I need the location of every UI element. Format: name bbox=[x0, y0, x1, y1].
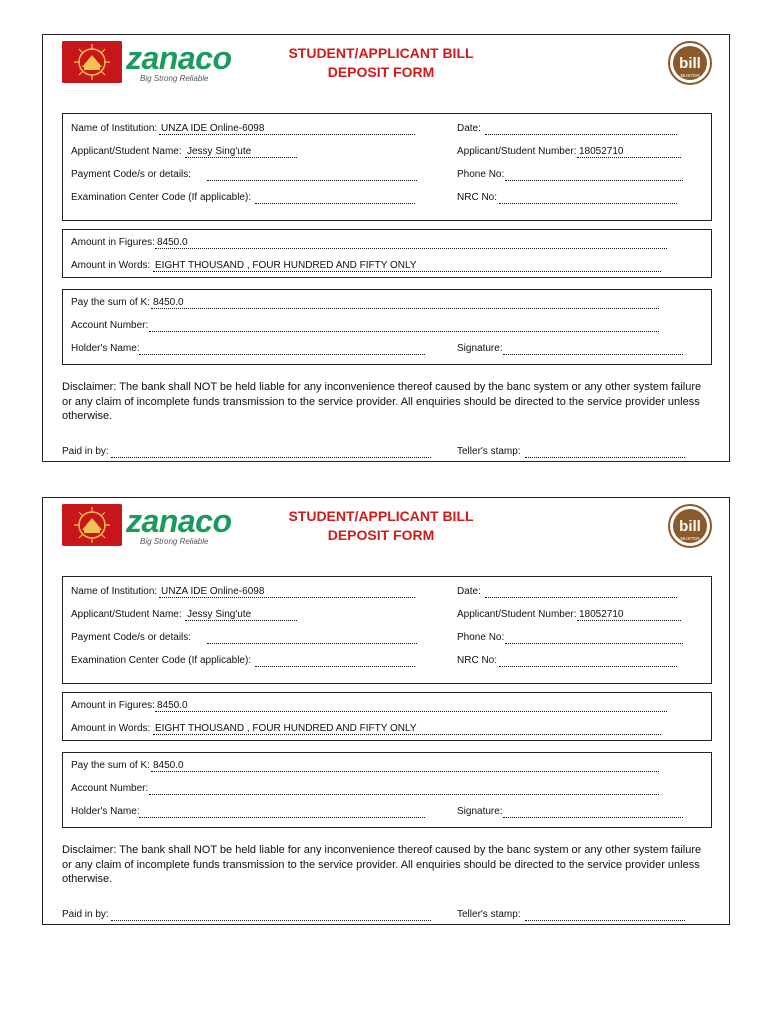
brand-name: zanaco bbox=[126, 40, 232, 76]
exam-center-value[interactable] bbox=[255, 655, 415, 667]
nrc-value[interactable] bbox=[499, 655, 677, 667]
pay-sum-label: Pay the sum of K: bbox=[71, 760, 150, 771]
paid-in-by-label: Paid in by: bbox=[62, 446, 109, 457]
payment-code-label: Payment Code/s or details: bbox=[71, 632, 192, 643]
institution-value[interactable]: UNZA IDE Online-6098 bbox=[159, 123, 415, 135]
amount-words-field bbox=[71, 260, 150, 272]
form-title-line2: DEPOSIT FORM bbox=[327, 527, 435, 543]
payment-code-field bbox=[71, 169, 191, 181]
zanaco-emblem-icon bbox=[62, 41, 122, 83]
date-label: Date: bbox=[457, 123, 481, 134]
date-field bbox=[457, 586, 481, 598]
brand-name: zanaco bbox=[126, 503, 232, 539]
amount-figures-field bbox=[71, 237, 155, 249]
holder-name-value[interactable] bbox=[139, 343, 425, 355]
amount-box bbox=[62, 229, 712, 278]
account-number-value[interactable] bbox=[149, 783, 659, 795]
amount-words-value[interactable]: EIGHT THOUSAND , FOUR HUNDRED AND FIFTY ONLY bbox=[153, 723, 661, 735]
bill-muster-badge-icon bbox=[667, 503, 713, 549]
applicant-name-label: Applicant/Student Name: bbox=[71, 146, 182, 157]
paid-in-by-field bbox=[62, 909, 109, 920]
applicant-details-box bbox=[62, 113, 712, 221]
account-number-field bbox=[71, 783, 148, 795]
signature-value[interactable] bbox=[503, 343, 683, 355]
amount-words-value[interactable]: EIGHT THOUSAND , FOUR HUNDRED AND FIFTY ONLY bbox=[153, 260, 661, 272]
teller-stamp-value[interactable] bbox=[525, 909, 685, 921]
teller-stamp-label: Teller's stamp: bbox=[457, 909, 521, 920]
date-value[interactable] bbox=[485, 586, 677, 598]
nrc-value[interactable] bbox=[499, 192, 677, 204]
signature-field bbox=[457, 343, 503, 355]
amount-figures-field bbox=[71, 700, 155, 712]
paid-in-by-value[interactable] bbox=[111, 446, 431, 458]
account-number-value[interactable] bbox=[149, 320, 659, 332]
badge-text: bill bbox=[679, 518, 701, 535]
exam-center-field bbox=[71, 192, 251, 204]
account-number-label: Account Number: bbox=[71, 783, 149, 794]
exam-center-value[interactable] bbox=[255, 192, 415, 204]
holder-name-label: Holder's Name: bbox=[71, 343, 140, 354]
disclaimer-text: Disclaimer: The bank shall NOT be held liable for any inconvenience thereof caused by the banc system or any other system failure or any claim of incomplete funds transmission to the service provider. All enquiries should be directed to the service provider unless otherwise. bbox=[62, 381, 702, 422]
teller-stamp-field bbox=[457, 446, 521, 457]
bill-muster-badge-icon bbox=[667, 40, 713, 86]
holder-name-label: Holder's Name: bbox=[71, 806, 140, 817]
paid-in-by-field bbox=[62, 446, 109, 457]
phone-label: Phone No: bbox=[457, 169, 505, 180]
nrc-label: NRC No: bbox=[457, 192, 498, 203]
date-label: Date: bbox=[457, 586, 481, 597]
applicant-name-value[interactable]: Jessy Sing'ute bbox=[185, 609, 297, 621]
applicant-name-value[interactable]: Jessy Sing'ute bbox=[185, 146, 297, 158]
nrc-field bbox=[457, 192, 497, 204]
form-title-line1: STUDENT/APPLICANT BILL bbox=[288, 45, 474, 61]
signature-label: Signature: bbox=[457, 806, 503, 817]
payment-code-field bbox=[71, 632, 191, 644]
amount-figures-value[interactable]: 8450.0 bbox=[155, 237, 667, 249]
badge-text: bill bbox=[679, 55, 701, 72]
applicant-name-label: Applicant/Student Name: bbox=[71, 609, 182, 620]
applicant-name-field bbox=[71, 609, 182, 621]
amount-figures-value[interactable]: 8450.0 bbox=[155, 700, 667, 712]
deposit-slip-2 bbox=[42, 497, 730, 925]
applicant-number-label: Applicant/Student Number: bbox=[457, 146, 577, 157]
applicant-number-label: Applicant/Student Number: bbox=[457, 609, 577, 620]
institution-field bbox=[71, 586, 157, 598]
applicant-number-value[interactable]: 18052710 bbox=[577, 146, 681, 158]
date-field bbox=[457, 123, 481, 135]
nrc-field bbox=[457, 655, 497, 667]
paid-in-by-label: Paid in by: bbox=[62, 909, 109, 920]
signature-field bbox=[457, 806, 503, 818]
payment-code-label: Payment Code/s or details: bbox=[71, 169, 192, 180]
payment-code-value[interactable] bbox=[207, 632, 417, 644]
applicant-details-box bbox=[62, 576, 712, 684]
holder-name-field bbox=[71, 343, 140, 355]
institution-field bbox=[71, 123, 157, 135]
pay-sum-value[interactable]: 8450.0 bbox=[151, 760, 659, 772]
phone-value[interactable] bbox=[505, 169, 683, 181]
applicant-number-field bbox=[457, 609, 577, 621]
paid-in-by-value[interactable] bbox=[111, 909, 431, 921]
applicant-name-field bbox=[71, 146, 182, 158]
brand-tagline: Big Strong Reliable bbox=[140, 537, 209, 546]
deposit-slip-1 bbox=[42, 34, 730, 462]
pay-sum-field bbox=[71, 760, 150, 772]
signature-value[interactable] bbox=[503, 806, 683, 818]
account-number-field bbox=[71, 320, 148, 332]
badge-subtext: MUSTER bbox=[680, 73, 700, 78]
pay-sum-field bbox=[71, 297, 150, 309]
teller-stamp-field bbox=[457, 909, 521, 920]
payment-code-value[interactable] bbox=[207, 169, 417, 181]
phone-value[interactable] bbox=[505, 632, 683, 644]
form-title bbox=[281, 507, 481, 545]
zanaco-logo bbox=[62, 504, 242, 548]
brand-tagline: Big Strong Reliable bbox=[140, 74, 209, 83]
pay-sum-value[interactable]: 8450.0 bbox=[151, 297, 659, 309]
amount-box bbox=[62, 692, 712, 741]
exam-center-label: Examination Center Code (If applicable): bbox=[71, 655, 252, 666]
nrc-label: NRC No: bbox=[457, 655, 498, 666]
teller-stamp-label: Teller's stamp: bbox=[457, 446, 521, 457]
institution-value[interactable]: UNZA IDE Online-6098 bbox=[159, 586, 415, 598]
payment-box bbox=[62, 289, 712, 365]
institution-label: Name of Institution: bbox=[71, 586, 158, 597]
teller-stamp-value[interactable] bbox=[525, 446, 685, 458]
form-title-line2: DEPOSIT FORM bbox=[327, 64, 435, 80]
institution-label: Name of Institution: bbox=[71, 123, 158, 134]
amount-figures-label: Amount in Figures: bbox=[71, 700, 155, 711]
date-value[interactable] bbox=[485, 123, 677, 135]
exam-center-label: Examination Center Code (If applicable): bbox=[71, 192, 252, 203]
applicant-number-field bbox=[457, 146, 577, 158]
exam-center-field bbox=[71, 655, 251, 667]
amount-words-field bbox=[71, 723, 150, 735]
phone-field bbox=[457, 632, 504, 644]
disclaimer-text: Disclaimer: The bank shall NOT be held liable for any inconvenience thereof caused by the banc system or any other system failure or any claim of incomplete funds transmission to the service provider. All enquiries should be directed to the service provider unless otherwise. bbox=[62, 844, 702, 885]
holder-name-value[interactable] bbox=[139, 806, 425, 818]
signature-label: Signature: bbox=[457, 343, 503, 354]
form-title-line1: STUDENT/APPLICANT BILL bbox=[288, 508, 474, 524]
pay-sum-label: Pay the sum of K: bbox=[71, 297, 150, 308]
zanaco-emblem-icon bbox=[62, 504, 122, 546]
applicant-number-value[interactable]: 18052710 bbox=[577, 609, 681, 621]
badge-subtext: MUSTER bbox=[680, 536, 700, 541]
form-title bbox=[281, 44, 481, 82]
amount-figures-label: Amount in Figures: bbox=[71, 237, 155, 248]
account-number-label: Account Number: bbox=[71, 320, 149, 331]
zanaco-logo bbox=[62, 41, 242, 85]
amount-words-label: Amount in Words: bbox=[71, 723, 151, 734]
holder-name-field bbox=[71, 806, 140, 818]
phone-field bbox=[457, 169, 504, 181]
payment-box bbox=[62, 752, 712, 828]
phone-label: Phone No: bbox=[457, 632, 505, 643]
amount-words-label: Amount in Words: bbox=[71, 260, 151, 271]
